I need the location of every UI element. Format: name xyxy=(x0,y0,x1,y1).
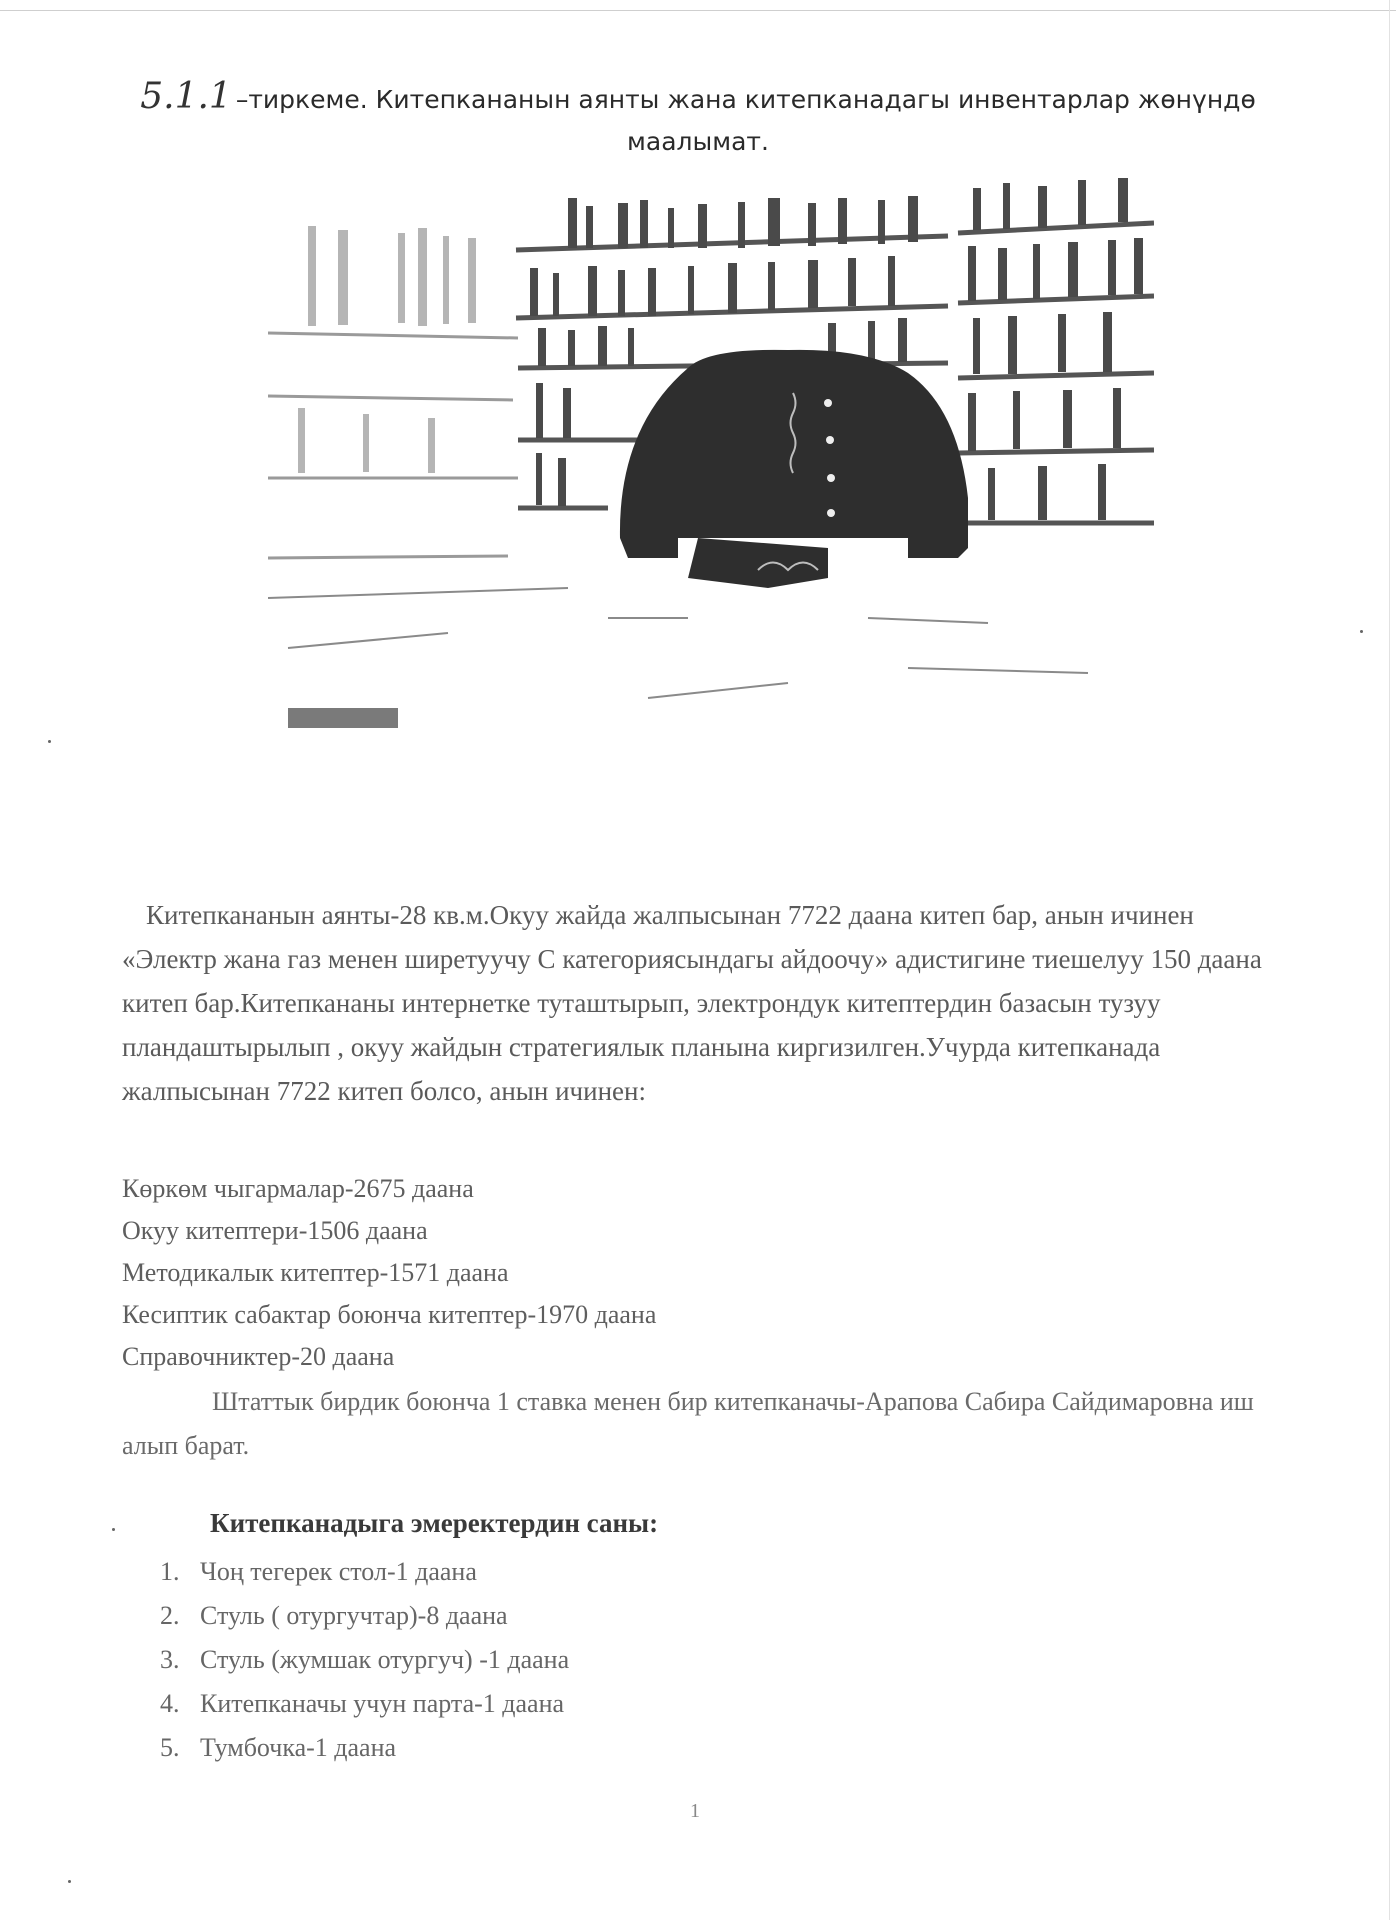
item-text: Китепканачы учун парта-1 даана xyxy=(200,1689,565,1718)
item-number: 1. xyxy=(160,1557,180,1586)
list-item: Методикалык китептер-1571 даана xyxy=(122,1258,509,1287)
item-number: 2. xyxy=(160,1601,180,1630)
list-item xyxy=(160,1550,569,1594)
scan-top-edge xyxy=(0,10,1396,11)
paragraph-text: Китепкананын аянты-28 кв.м.Окуу жайда жалпысынан 7722 даана китеп бар, анын ичинен «Электр жана газ менен ширетуучу С категориясындагы айдоочу» адистигине тиешелуу 150 даана китеп бар.Китепкананы интернетке туташтырып, электрондук китептердин базасын тузуу пландаштырылып , окуу жайдын стратегиялык планына киргизилген.Учурда китепканада жалпысынан 7722 китеп болсо, анын ичинен: xyxy=(122,900,1262,1106)
scan-speck xyxy=(48,740,51,743)
furniture-heading: Китепканадыга эмеректердин саны: xyxy=(210,1508,659,1538)
title-text: –тиркеме. Китепкананын аянты жана китепканадагы инвентарлар жөнүндө xyxy=(235,85,1256,114)
title-line-1 xyxy=(0,76,1396,121)
list-item xyxy=(160,1594,569,1638)
page-title xyxy=(0,76,1396,163)
list-item xyxy=(160,1682,569,1726)
item-text: Стуль ( отургучтар)-8 даана xyxy=(200,1601,508,1630)
library-photo xyxy=(268,178,1154,868)
item-number: 4. xyxy=(160,1689,180,1718)
staff-paragraph xyxy=(122,1380,1262,1468)
item-text: Чоң тегерек стол-1 даана xyxy=(200,1557,477,1586)
info-paragraph xyxy=(122,893,1272,1113)
item-text: Стуль (жумшак отургуч) -1 даана xyxy=(200,1645,570,1674)
scan-speck xyxy=(112,1528,115,1531)
list-item xyxy=(160,1726,569,1770)
page-number: 1 xyxy=(690,1800,700,1822)
list-item: Окуу китептери-1506 даана xyxy=(122,1216,428,1245)
handwritten-number: 5.1.1 xyxy=(140,76,232,117)
book-category-list xyxy=(122,1168,656,1378)
scan-right-edge xyxy=(1389,0,1390,1920)
item-number: 5. xyxy=(160,1733,180,1762)
list-item: Кесиптик сабактар боюнча китептер-1970 даана xyxy=(122,1300,657,1329)
list-item xyxy=(160,1638,569,1682)
scan-speck xyxy=(1360,630,1363,633)
item-number: 3. xyxy=(160,1645,180,1674)
item-text: Тумбочка-1 даана xyxy=(200,1733,397,1762)
list-item: Справочниктер-20 даана xyxy=(122,1342,395,1371)
furniture-list xyxy=(160,1550,569,1770)
title-line-2: маалымат. xyxy=(627,127,769,156)
scan-speck xyxy=(68,1880,71,1883)
list-item: Көркөм чыгармалар-2675 даана xyxy=(122,1174,474,1203)
staff-text: Штаттык бирдик боюнча 1 ставка менен бир китепканачы-Арапова Сабира Сайдимаровна иш алып барат. xyxy=(122,1387,1254,1460)
